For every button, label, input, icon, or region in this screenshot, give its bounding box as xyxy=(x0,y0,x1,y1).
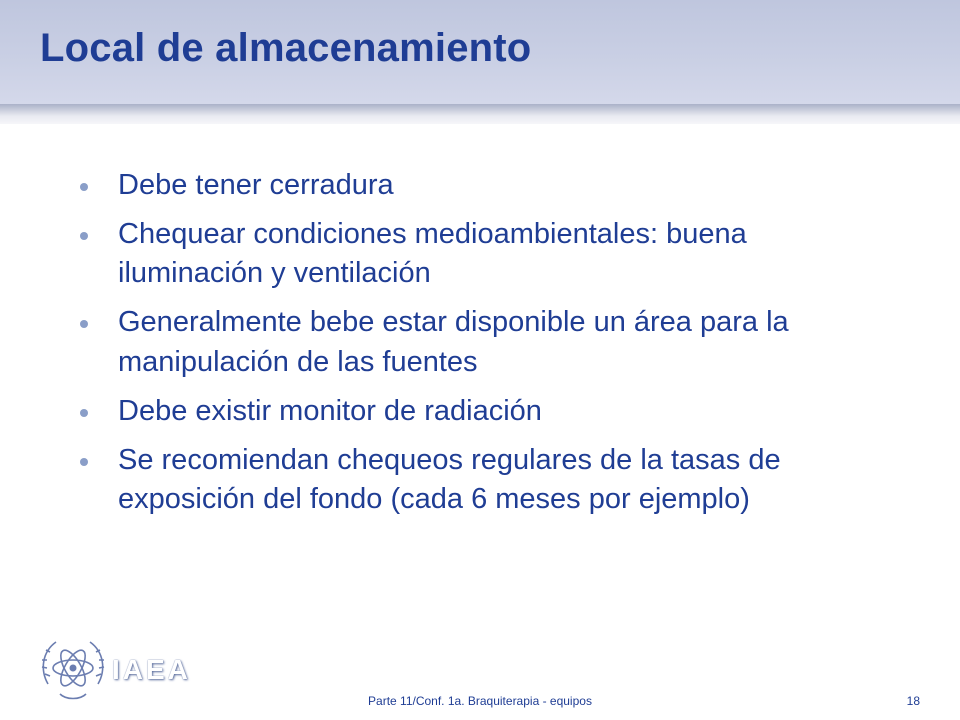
bullet-item xyxy=(80,303,880,381)
bullet-icon xyxy=(80,320,88,328)
bullet-icon xyxy=(80,232,88,240)
slide-title: Local de almacenamiento xyxy=(40,26,532,70)
bullet-text: Se recomiendan chequeos regulares de la tasas de exposición del fondo (cada 6 meses por ejemplo) xyxy=(118,443,781,515)
bullet-item xyxy=(80,215,880,293)
iaea-logo-text: IAEA xyxy=(112,654,191,685)
bullet-text: Debe existir monitor de radiación xyxy=(118,394,542,427)
bullet-text: Chequear condiciones medioambientales: buena iluminación y ventilación xyxy=(118,218,747,290)
bullet-item xyxy=(80,441,880,519)
footer-text: Parte 11/Conf. 1a. Braquiterapia - equipos xyxy=(368,694,592,708)
bullet-icon xyxy=(80,409,88,417)
page-number: 18 xyxy=(906,694,920,708)
header-shadow xyxy=(0,104,960,124)
bullet-list xyxy=(80,166,880,529)
bullet-icon xyxy=(80,458,88,466)
bullet-text: Debe tener cerradura xyxy=(118,169,394,201)
bullet-item xyxy=(80,166,880,205)
bullet-icon xyxy=(80,183,88,191)
bullet-item xyxy=(80,392,880,431)
bullet-text: Generalmente bebe estar disponible un área para la manipulación de las fuentes xyxy=(118,306,789,378)
